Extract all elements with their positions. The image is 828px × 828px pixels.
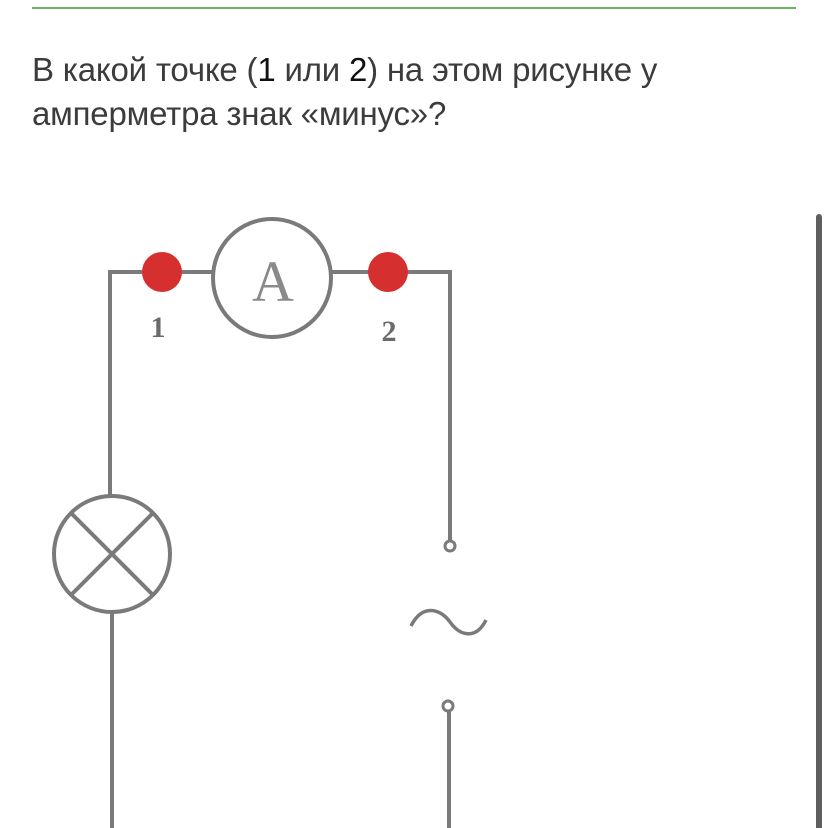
ac-symbol-icon xyxy=(411,611,486,634)
question-part-2: или xyxy=(275,51,349,88)
terminal-top xyxy=(445,541,455,551)
ammeter-label: A xyxy=(252,249,294,314)
question-point-1: 1 xyxy=(257,51,276,88)
point-2-label: 2 xyxy=(381,315,397,348)
scrollbar[interactable] xyxy=(816,214,822,828)
point-2-dot xyxy=(368,252,408,292)
question-part-1: В какой точке ( xyxy=(32,51,258,88)
terminal-bottom xyxy=(443,701,453,711)
question-part-3: ) на этом рисунке у амперметра знак «минус»? xyxy=(32,51,658,132)
point-1-dot xyxy=(142,252,182,292)
question-point-2: 2 xyxy=(348,51,368,88)
point-1-label: 1 xyxy=(150,311,166,344)
lamp-symbol xyxy=(54,496,170,612)
